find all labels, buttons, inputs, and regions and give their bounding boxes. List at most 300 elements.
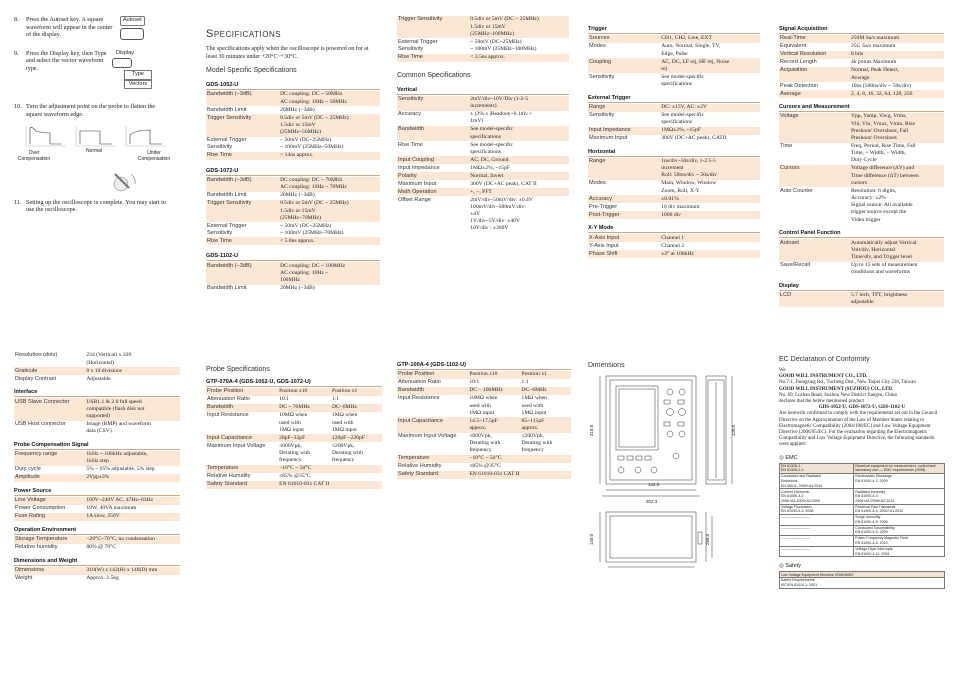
spec-value-x10: Position x10 — [468, 371, 520, 379]
control-panel-section-title: Control Panel Function — [779, 230, 944, 238]
spec-key: LCD — [779, 292, 850, 307]
spec-key: Input Impedance — [588, 127, 660, 135]
spec-value: 10 div maximum — [661, 203, 700, 210]
emc-standard-left: ------------------------ — [780, 525, 854, 536]
spec-key: Sensitivity — [397, 96, 469, 111]
emc-row — [780, 504, 945, 515]
spec-row — [206, 106, 380, 114]
gtp100-title: GTP-100A-4 (GDS-1102-U) — [397, 362, 571, 370]
spec-value: Voltage difference (ΔV) and Time difference (ΔT) between cursors — [850, 165, 944, 187]
emc-standard-right: Radiated Immunity EN 61000-4-3: 2006+A1:2008+A2:2010 — [854, 489, 945, 504]
page-trigger-horizontal — [588, 26, 760, 326]
emc-standard-right: Voltage Dips/ Interrupts EN 61000-4-11: 2004 — [854, 546, 945, 557]
spec-key: Bandwidth Limit — [207, 285, 247, 292]
page-interface-power — [14, 352, 180, 612]
spec-row — [14, 567, 180, 575]
display-keys: Display Type Vectors — [112, 50, 152, 90]
spec-value: 2mV/div~10V/Div (1-2-5 increments) — [469, 96, 569, 111]
spec-key: Relative Humidity — [207, 473, 251, 480]
spec-value: 20MHz (−3dB) — [280, 106, 315, 113]
xy-section-title: X-Y Mode — [588, 225, 760, 233]
spec-value-x1: 1MΩ when used with 1MΩ input — [331, 412, 358, 433]
spec-value-x10: 14.5~17.5pF approx. — [468, 417, 520, 432]
spec-key: Record Length — [780, 59, 817, 66]
probe-comp-section-title: Probe Compensation Signal — [14, 442, 180, 450]
spec-key: Safety Standard — [397, 471, 468, 479]
model-title: GDS-1072-U — [206, 168, 380, 176]
spec-row — [397, 379, 571, 387]
spec-value: < 3.5ns approx. — [469, 54, 569, 62]
spec-row — [779, 113, 944, 143]
autoset-button-icon — [120, 28, 144, 40]
emc-standard-right: Electrical equipment for measurement, control and laboratory use –– EMC requirements (2006) — [854, 463, 945, 474]
spec-key: Power Consumption — [15, 505, 66, 512]
dim-height-label: 310.0 — [589, 424, 595, 437]
spec-value: 25G Sa/s maximum — [850, 43, 896, 50]
spec-key: Weight — [15, 575, 33, 582]
spec-row — [397, 111, 569, 126]
spec-value: 2mV/div~50mV/div: ±0.4V 100mV/div~500mV/div: ±4V 1V/div~5V/div: ±40V 10V/div : ±300V — [470, 196, 533, 232]
spec-value-x1: Position x1 — [521, 371, 571, 379]
control-panel-table — [779, 239, 944, 277]
spec-row — [588, 43, 760, 58]
spec-key: Temperature — [397, 455, 468, 463]
step-8: 8. Press the Autoset key. A square waveform will appear in the center of the display. Autoset — [14, 16, 174, 40]
safety-standards-table — [779, 571, 945, 589]
spec-value: 1ns/div~50s/div, 1-2.5-5 increment Roll: 50ms/div ~ 50s/div — [660, 158, 760, 180]
spec-key: Range — [588, 104, 660, 112]
spec-key: Polarity — [397, 172, 469, 180]
spec-row — [397, 96, 569, 111]
ec-decl-heading: EC Declaration of Conformity — [779, 356, 870, 363]
probe-spec-heading: Probe Specifications — [206, 366, 270, 373]
page-acquisition-display — [779, 26, 944, 326]
spec-key: Auto Counter — [780, 187, 813, 194]
xy-mode-table — [588, 234, 760, 258]
spec-row — [588, 203, 760, 211]
step-9: 9. Press the Display key, then Type and select the vector waveform type. Display Type Vectors — [14, 50, 174, 90]
signal-acq-section-title: Signal Acquisition — [779, 26, 944, 34]
spec-row — [588, 35, 760, 43]
spec-key: Range — [588, 158, 660, 180]
spec-key: Dimensions — [14, 567, 85, 575]
spec-row — [14, 544, 180, 552]
signal-acq-table — [779, 35, 944, 98]
spec-row — [588, 180, 760, 195]
emc-row — [780, 463, 945, 474]
spec-row — [206, 137, 380, 152]
spec-value: +, −, FFT — [469, 188, 569, 196]
model-tables — [206, 82, 380, 293]
spec-row — [397, 180, 569, 188]
spec-key: External Trigger Sensitivity — [207, 222, 247, 236]
spec-value: ±3° at 100kHz — [660, 250, 760, 258]
spec-value: 8 bits — [850, 51, 944, 59]
spec-key: Accuracy — [588, 195, 660, 203]
spec-row — [779, 51, 944, 59]
spec-key: Autoset — [779, 239, 850, 261]
emc-row — [780, 546, 945, 557]
emc-row — [780, 536, 945, 547]
spec-key: Sensitivity — [589, 111, 615, 118]
spec-value: Channel 1 — [660, 234, 760, 242]
spec-row — [397, 371, 571, 379]
spec-key: Rise Time — [397, 54, 469, 62]
spec-row — [397, 16, 569, 38]
spec-value: CH1, CH2, Line, EXT — [660, 35, 760, 43]
spec-row — [206, 404, 382, 412]
model-spec-table — [206, 177, 380, 246]
spec-value: See model-specific specifications — [661, 73, 704, 87]
display-table — [779, 292, 944, 307]
spec-row — [206, 481, 382, 489]
probe-adjust-icon — [109, 168, 139, 194]
spec-key: Bandwidth Limit — [207, 106, 247, 113]
spec-key: Bandwidth (−3dB) — [206, 262, 279, 284]
spec-value-x10: EN 61010-031 CAT II — [278, 481, 382, 489]
spec-value: Automatically adjust Vertical Volt/div, Horizontal Time/div, and Trigger level — [850, 239, 944, 261]
spec-value: Channel 2 — [661, 242, 685, 249]
safety-standard: Safety Requirements IEC/EN 61010-1: 2001 — [780, 578, 945, 589]
spec-value-x1: 1:1 — [521, 379, 529, 386]
address-2: No. 69, Lushan Road, Suzhou New District Jiangsu, China — [779, 392, 897, 398]
display-section-title: Display — [779, 283, 944, 291]
spec-row — [588, 234, 760, 242]
spec-key: Vertical Resolution — [779, 51, 850, 59]
under-compensation-wave — [126, 126, 166, 146]
spec-value: < 14ns approx. — [279, 152, 380, 160]
spec-key: Bandwidth Limit — [207, 192, 247, 199]
spec-value: 1MΩ±2%, ~15pF — [660, 127, 760, 135]
spec-key: Equivalent — [780, 43, 807, 50]
interface-table — [14, 398, 180, 436]
spec-value-x10: 10:1 — [279, 396, 290, 403]
dimensions-weight-section-title: Dimensions and Weight — [14, 558, 180, 566]
spec-value: 5% ~ 95% adjustable, 5% step — [86, 466, 155, 473]
spec-value-x1: Position x1 — [331, 388, 382, 396]
spec-row — [14, 466, 180, 474]
spec-row — [14, 451, 180, 466]
spec-value: Normal, Invert — [469, 172, 569, 180]
spec-row — [588, 195, 760, 203]
spec-key: Input Resistance — [398, 395, 440, 402]
dim-side-label: 130.0 — [731, 424, 737, 437]
page-common-specs — [397, 16, 569, 316]
spec-row — [779, 90, 944, 98]
spec-key: Duty cycle — [15, 466, 41, 473]
spec-value-x10: EN 61010-031 CAT II — [468, 471, 571, 479]
spec-row — [206, 192, 380, 200]
spec-row — [779, 59, 944, 67]
spec-value-x10: 10:1 — [469, 379, 480, 386]
spec-value-x10: Position x10 — [278, 388, 331, 396]
spec-row — [588, 158, 760, 180]
spec-value-x1: 1:1 — [331, 396, 340, 403]
spec-value-x1: ≤200Vpk, Derating with frequency — [521, 432, 553, 454]
gtp070-table — [206, 388, 382, 489]
spec-value-x10: DC ~ 100MHz — [468, 387, 520, 395]
spec-row — [779, 43, 944, 51]
spec-key: Bandwidth — [397, 126, 469, 141]
spec-key: Sensitivity — [589, 73, 615, 80]
emc-title: ◎ EMC — [779, 454, 798, 461]
spec-key: Cursors — [779, 165, 850, 187]
spec-value: Image (BMP) and waveform data (CSV) — [86, 420, 151, 435]
spec-row — [588, 73, 760, 88]
spec-row — [588, 127, 760, 135]
spec-value: See model-specific specifications — [661, 111, 704, 126]
spec-value: ~ 50mV (DC~25MHz) ~ 100mV (25MHz~50MHz) — [280, 136, 344, 151]
spec-row — [14, 513, 180, 521]
spec-key: Line Voltage — [14, 497, 85, 505]
spec-value: 0.5div or 5mV (DC ~ 25MHz) 1.5div or 15mV (25MHz~50MHz) — [279, 114, 380, 136]
spec-row — [397, 156, 569, 164]
spec-key: Input Capacitance — [206, 434, 278, 442]
spec-row — [206, 114, 380, 136]
spec-value-x1: 85~115pF approx. — [521, 417, 571, 432]
spec-key: Bandwidth — [397, 387, 468, 395]
spec-value: 1A slow, 250V — [85, 513, 180, 521]
spec-key: Attenuation Ratio — [207, 396, 250, 403]
spec-row — [397, 188, 569, 196]
spec-key: Maximum Input — [398, 180, 437, 187]
spec-key: Amplitude — [14, 474, 85, 482]
spec-key: X-Axis Input — [588, 234, 660, 242]
gds1102-continued-table — [397, 16, 569, 62]
spec-key: Rise Time — [398, 141, 423, 148]
spec-row — [14, 536, 180, 544]
dimensions-heading: Dimensions — [588, 362, 625, 369]
spec-row — [206, 237, 380, 245]
spec-key: USB Host connector — [15, 420, 66, 427]
spec-row — [588, 104, 760, 112]
spec-value: 1kHz ~ 100kHz adjustable, 1kHz step — [85, 451, 180, 466]
spec-key: Trigger Sensitivity — [206, 200, 279, 222]
spec-value: 0.5div or 5mV (DC ~ 25MHz) 1.5div or 15mV (25MHz~70MHz) — [279, 200, 380, 222]
spec-key: Real-Time — [779, 35, 850, 43]
spec-row — [588, 242, 760, 250]
spec-row — [397, 54, 569, 62]
normal-wave — [76, 126, 116, 146]
emc-standard-left: EN 61326-1 : EN 61326-2-1: — [780, 463, 854, 474]
spec-key: Storage Temperature — [14, 536, 85, 544]
spec-value: AC, DC, LF rej, HF rej, Noise rej — [660, 58, 760, 73]
spec-row — [588, 135, 760, 143]
spec-key: Display Contrast — [15, 375, 57, 382]
spec-row — [397, 433, 571, 455]
probe-comp-table — [14, 451, 180, 482]
spec-row — [206, 412, 382, 434]
safety-standard: Low Voltage Equipment Directive 2006/95/EC — [780, 572, 945, 578]
spec-row — [779, 239, 944, 261]
spec-key: Peak Detection — [780, 82, 818, 89]
address-1: No.7-1, Jhongsing Rd., Tucheng Dist., New Taipei City 236, Taiwan — [779, 380, 916, 386]
spec-key: Phase Shift — [588, 250, 660, 258]
spec-value: < 5.8ns approx. — [279, 237, 380, 245]
display-cont-table — [14, 352, 180, 383]
spec-key: Rise Time — [206, 237, 279, 245]
spec-row — [206, 91, 380, 106]
emc-standard-right: Power Frequency Magnetic Field EN 61000-4-8: 2010 — [854, 536, 945, 547]
spec-row — [588, 58, 760, 73]
emc-standard-left: Current Harmonic EN 61000-3-2: 2006+A1:2009+A2:2009 — [780, 489, 854, 504]
spec-value: 80% @ 70°C — [86, 544, 117, 551]
spec-row — [14, 352, 180, 367]
emc-standards-table — [779, 463, 945, 558]
emc-standard-right: Electrical Fast Transients EN 61000-4-4: 2004+A1:2010 — [854, 504, 945, 515]
horizontal-section-title: Horizontal — [588, 149, 760, 157]
spec-value-x1: DC~6MHz — [521, 387, 571, 395]
emc-row — [780, 525, 945, 536]
compensation-labels: Over Compensation Normal Under Compensation — [17, 147, 171, 162]
spec-key: Modes — [589, 180, 606, 187]
model-spec-table — [206, 262, 380, 292]
spec-value: ~ 50mV (DC~25MHz) ~ 100mV (25MHz~70MHz) — [280, 222, 344, 236]
spec-row — [206, 396, 382, 404]
spec-row — [397, 172, 569, 180]
spec-value-x1: 1MΩ when used with 1MΩ input — [521, 395, 547, 416]
interface-section-title: Interface — [14, 389, 180, 397]
dimensions-weight-table — [14, 567, 180, 583]
spec-row — [588, 211, 760, 219]
spec-value: USB1.1 & 2.0 full speed compatible (flash disk not supported) — [85, 398, 180, 420]
front-view-drawing — [588, 372, 760, 602]
spec-value: Main, Window, Window Zoom, Roll, X-Y — [661, 180, 717, 194]
product-models: GDS-1052-U, GDS-1072-U, GDS-1102-U — [818, 405, 906, 411]
emc-standard-right: Conducted Susceptibility EN 61000-4-6: 2009 — [854, 525, 945, 536]
spec-value: DC coupling: DC ~ 70MHz AC coupling: 10Hz ~ 70MHz — [279, 177, 380, 192]
display-button-icon — [112, 58, 132, 68]
spec-row — [397, 455, 571, 463]
spec-value-x10: 28pF~32pF — [278, 434, 331, 442]
page-title: Specifications — [206, 28, 282, 40]
spec-value-x10: 10MΩ when used with 1MΩ input — [279, 412, 308, 433]
spec-key: Probe Position — [206, 388, 278, 396]
company-1: GOOD WILL INSTRUMENT CO., LTD. — [779, 374, 868, 380]
spec-row — [14, 375, 180, 383]
operation-env-table — [14, 536, 180, 552]
spec-row — [397, 126, 569, 141]
gtp070-title: GTP-070A-4 (GDS-1052-U, GDS-1072-U) — [206, 379, 382, 387]
spec-row — [588, 250, 760, 258]
page-dimensions — [588, 362, 760, 612]
spec-row — [14, 505, 180, 513]
spec-value: 300V (DC+AC peak), CAT II — [470, 180, 537, 187]
spec-row — [206, 442, 382, 464]
spec-value: Normal, Peak Detect, Average — [850, 67, 944, 82]
spec-intro: The specifications apply when the oscilloscope is powered on for at least 30 minutes under +20°C~+30°C. — [206, 46, 369, 60]
emc-standard-left: Voltage Fluctuation EN 61000-3-3: 2008 — [780, 504, 854, 515]
spec-key: Safety Standard — [206, 481, 278, 489]
spec-row — [14, 398, 180, 420]
model-spec-table — [206, 91, 380, 160]
operation-env-section-title: Operation Environment — [14, 527, 180, 535]
spec-value: ± (3% x |Readout|+0.1div + 1mV) — [470, 111, 533, 125]
spec-key: Resolution (dots) — [15, 352, 58, 359]
spec-row — [397, 38, 569, 53]
common-spec-heading: Common Specifications — [397, 71, 471, 79]
spec-row — [206, 434, 382, 442]
spec-row — [397, 417, 571, 432]
spec-value: 18W, 40VA maximum — [86, 505, 137, 512]
spec-value-x10: 10MΩ when used with 1MΩ input — [469, 395, 498, 416]
spec-key: Bandwidth (−3dB) — [206, 177, 279, 192]
spec-value: 2Vpp±3% — [85, 474, 180, 482]
spec-key: Save/Recall — [780, 262, 810, 269]
model-specific-heading: Model Specific Specifications — [206, 67, 297, 74]
spec-row — [206, 285, 380, 293]
spec-value: AC, DC, Ground — [469, 156, 569, 164]
spec-value-x1: DC~6MHz — [331, 404, 382, 412]
spec-value: Vpp, Vamp, Vavg, Vrms, Vhi, Vlo, Vmax, Vmin, Rise Preshoot/ Overshoot, Fall Preshoot/ Overshoot — [850, 113, 944, 143]
page-probe-specs-2 — [397, 362, 571, 492]
spec-row — [779, 187, 944, 224]
dim-top-label: 140.0 — [589, 533, 595, 546]
spec-key: Temperature — [206, 465, 278, 473]
page-specifications — [206, 26, 380, 316]
spec-row — [14, 421, 180, 436]
spec-row — [206, 152, 380, 160]
emc-row — [780, 474, 945, 489]
spec-value: See model-specific specifications — [470, 141, 513, 155]
spec-key: Post-Trigger — [588, 211, 660, 219]
spec-row — [397, 196, 569, 233]
spec-key: External Trigger Sensitivity — [398, 38, 438, 52]
trigger-table — [588, 35, 760, 89]
spec-value: 1000 div — [660, 211, 760, 219]
spec-value-x10: ≤600Vpk, Derating with frequency — [469, 432, 501, 454]
spec-row — [779, 292, 944, 307]
over-compensation-wave — [26, 126, 66, 146]
spec-row — [14, 497, 180, 505]
spec-row — [206, 388, 382, 396]
spec-value: DC: ±15V, AC: ±2V — [660, 104, 760, 112]
spec-row — [779, 67, 944, 82]
page-setup-steps — [14, 16, 174, 346]
spec-value: 310(W) x 142(H) x 140(D) mm — [85, 567, 180, 575]
spec-row — [206, 473, 382, 481]
spec-value: Auto, Normal, Single, TV, Edge, Pulse — [661, 43, 721, 57]
company-2: GOOD WILL INSTRUMENT (SUZHOU) CO., LTD. — [779, 386, 894, 392]
spec-value: 100V~240V AC, 47Hz~63Hz — [85, 497, 180, 505]
spec-row — [206, 262, 380, 284]
spec-key: Relative Humidity — [398, 463, 442, 470]
spec-row — [397, 141, 569, 156]
spec-key: Voltage — [779, 113, 850, 143]
spec-key: Graticule — [14, 367, 85, 375]
ext-trigger-section-title: External Trigger — [588, 95, 760, 103]
spec-key: Maximum Input Voltage — [398, 432, 457, 439]
spec-row — [779, 35, 944, 43]
spec-value: −20°C~70°C, no condensation — [85, 536, 180, 544]
emc-standard-right: Surge Immunity EN 61000-4-5: 2006 — [854, 515, 945, 526]
spec-row — [14, 367, 180, 375]
spec-value: DC coupling: DC ~ 100MHz AC coupling: 10Hz ~ 100MHz — [279, 262, 380, 284]
spec-key: Fuse Rating — [14, 513, 85, 521]
emc-standard-right: Electrostatic Discharge EN 61000-4-2: 2009 — [854, 474, 945, 489]
spec-row — [206, 200, 380, 222]
spec-value: Freq, Period, Rise Time, Fall Time, + Width, − Width, Duty Cycle — [850, 143, 916, 164]
emc-row — [780, 489, 945, 504]
spec-value: 250M Sa/s maximum — [850, 35, 944, 43]
spec-value: 8 x 10 divisions — [85, 367, 180, 375]
spec-key: Input Coupling — [397, 156, 469, 164]
spec-value: Adjustable — [86, 375, 111, 382]
spec-row — [14, 575, 180, 583]
spec-row — [779, 165, 944, 187]
dim-full-width-label: 302.3 — [646, 499, 658, 504]
spec-key: Input Resistance — [207, 412, 249, 419]
